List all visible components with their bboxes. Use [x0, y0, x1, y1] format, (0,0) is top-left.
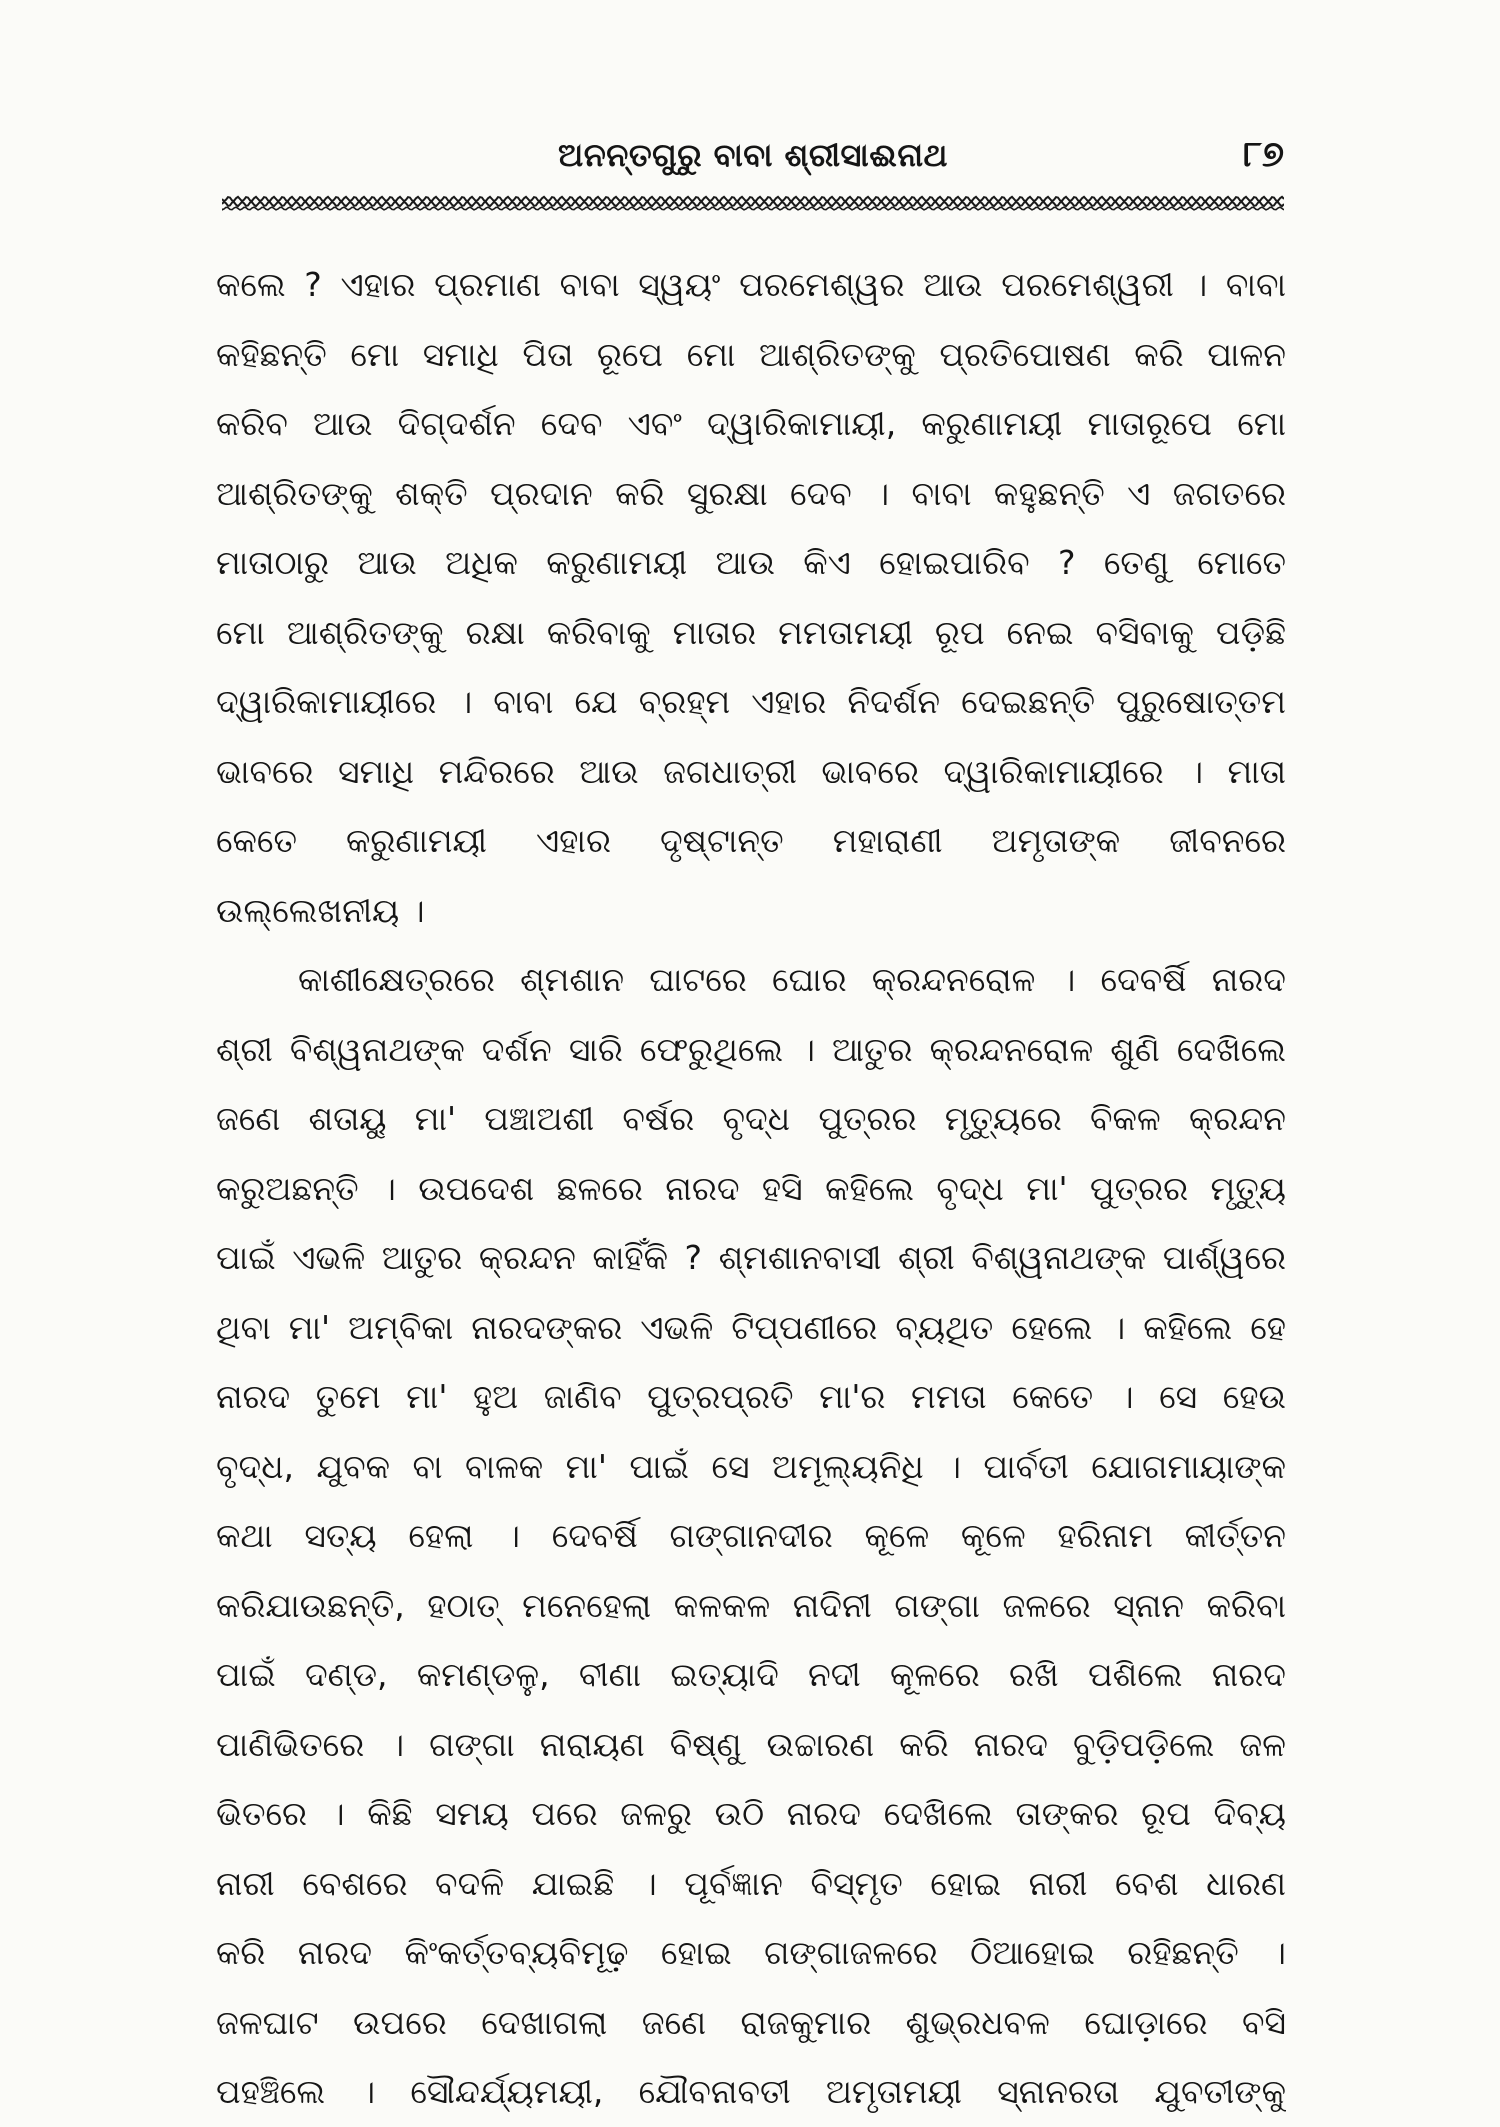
text-line: ନାରୀ ବେଶରେ ବଦଳି ଯାଇଛି । ପୂର୍ବଜ୍ଞାନ ବିସ୍ମୃତ ହୋଇ ନାରୀ ବେଶ ଧାରଣ [216, 1863, 1286, 1903]
text-line: ଜଳଘାଟ ଉପରେ ଦେଖାଗଲା ଜଣେ ରାଜକୁମାର ଶୁଭ୍ରଧବଳ ଘୋଡ଼ାରେ ବସି [216, 2002, 1286, 2042]
text-line: ଆଶ୍ରିତଙ୍କୁ ଶକ୍ତି ପ୍ରଦାନ କରି ସୁରକ୍ଷା ଦେବ । ବାବା କହୁଛନ୍ତି ଏ ଜଗତରେ [216, 473, 1286, 513]
paragraph-2 [216, 945, 1286, 2127]
text-line: ଉଲ୍ଲେଖନୀୟ । [216, 890, 425, 930]
text-line: କହିଛନ୍ତି ମୋ ସମାଧି ପିତା ରୂପେ ମୋ ଆଶ୍ରିତଙ୍କୁ ପ୍ରତିପୋଷଣ କରି ପାଳନ [216, 334, 1286, 374]
decorative-wavy-rule [222, 195, 1284, 211]
running-title: ଅନନ୍ତଗୁରୁ ବାବା ଶ୍ରୀସାଈନାଥ [558, 136, 948, 174]
text-line: ଜଣେ ଶତାୟୁ ମା' ପଞ୍ଚାଅଶୀ ବର୍ଷର ବୃଦ୍ଧ ପୁତ୍ରର ମୃତ୍ୟୁରେ ବିକଳ କ୍ରନ୍ଦନ [216, 1099, 1286, 1138]
text-line: ବୃଦ୍ଧ, ଯୁବକ ବା ବାଳକ ମା' ପାଇଁ ସେ ଅମୂଲ୍ୟନିଧି । ପାର୍ବତୀ ଯୋଗମାୟାଙ୍କ [216, 1446, 1286, 1486]
text-line: କରି ନାରଦ କିଂକର୍ତ୍ତବ୍ୟବିମୂଢ଼ ହୋଇ ଗଙ୍ଗାଜଳରେ ଠିଆହୋଇ ରହିଛନ୍ତି । [216, 1933, 1286, 1972]
text-line: ଶ୍ରୀ ବିଶ୍ୱନାଥଙ୍କ ଦର୍ଶନ ସାରି ଫେରୁଥିଲେ । ଆତୁର କ୍ରନ୍ଦନରୋଳ ଶୁଣି ଦେଖିଲେ [216, 1029, 1286, 1069]
page-number: ୮୭ [1243, 134, 1284, 175]
paragraph-1 [216, 250, 1286, 945]
page-header [222, 128, 1284, 188]
body-text [216, 250, 1286, 2127]
text-line: କେତେ କରୁଣାମୟୀ ଏହାର ଦୃଷ୍ଟାନ୍ତ ମହାରାଣୀ ଅମୃତାଙ୍କ ଜୀବନରେ [216, 821, 1286, 860]
text-line: ଭାବରେ ସମାଧି ମନ୍ଦିରରେ ଆଉ ଜଗଧାତ୍ରୀ ଭାବରେ ଦ୍ୱାରିକାମାୟୀରେ । ମାତା [216, 751, 1286, 791]
text-line: କାଶୀକ୍ଷେତ୍ରରେ ଶ୍ମଶାନ ଘାଟରେ ଘୋର କ୍ରନ୍ଦନରୋଳ । ଦେବର୍ଷି ନାରଦ [298, 960, 1286, 999]
text-line: ପାଇଁ ଦଣ୍ଡ, କମଣ୍ଡଳୁ, ବୀଣା ଇତ୍ୟାଦି ନଦୀ କୂଳରେ ରଖି ପଶିଲେ ନାରଦ [216, 1655, 1286, 1694]
text-line: ପାଣିଭିତରେ । ଗଙ୍ଗା ନାରାୟଣ ବିଷ୍ଣୁ ଉଚ୍ଚାରଣ କରି ନାରଦ ବୁଡ଼ିପଡ଼ିଲେ ଜଳ [216, 1724, 1286, 1764]
text-line: କରିବ ଆଉ ଦିଗ୍‌ଦର୍ଶନ ଦେବ ଏବଂ ଦ୍ୱାରିକାମାୟୀ, କରୁଣାମୟୀ ମାତାରୂପେ ମୋ [216, 404, 1286, 443]
text-line: ମାତାଠାରୁ ଆଉ ଅଧିକ କରୁଣାମୟୀ ଆଉ କିଏ ହୋଇପାରିବ ? ତେଣୁ ମୋତେ [216, 543, 1286, 582]
text-line: ଭିତରେ । କିଛି ସମୟ ପରେ ଜଳରୁ ଉଠି ନାରଦ ଦେଖିଲେ ତାଙ୍କର ରୂପ ଦିବ୍ୟ [216, 1794, 1286, 1833]
text-line: କଲେ ? ଏହାର ପ୍ରମାଣ ବାବା ସ୍ୱୟଂ ପରମେଶ୍ୱର ଆଉ ପରମେଶ୍ୱରୀ । ବାବା [216, 265, 1286, 304]
text-line: ଦ୍ୱାରିକାମାୟୀରେ । ବାବା ଯେ ବ୍ରହ୍ମ ଏହାର ନିଦର୍ଶନ ଦେଇଛନ୍ତି ପୁରୁଷୋତ୍ତମ [216, 682, 1286, 721]
text-line: ପାଇଁ ଏଭଳି ଆତୁର କ୍ରନ୍ଦନ କାହିଁକି ? ଶ୍ମଶାନବାସୀ ଶ୍ରୀ ବିଶ୍ୱନାଥଙ୍କ ପାର୍ଶ୍ୱରେ [216, 1238, 1286, 1277]
text-line: ପହଞ୍ଚିଲେ । ସୌନ୍ଦର୍ଯ୍ୟମୟୀ, ଯୌବନାବତୀ ଅମୃତାମୟୀ ସ୍ନାନରତା ଯୁବତୀଙ୍କୁ [216, 2072, 1286, 2111]
text-line: ଥିବା ମା' ଅମ୍ବିକା ନାରଦଙ୍କର ଏଭଳି ଟିପ୍ପଣୀରେ ବ୍ୟଥିତ ହେଲେ । କହିଲେ ହେ [216, 1307, 1286, 1347]
text-line: ମୋ ଆଶ୍ରିତଙ୍କୁ ରକ୍ଷା କରିବାକୁ ମାତାର ମମତାମୟୀ ରୂପ ନେଇ ବସିବାକୁ ପଡ଼ିଛି [216, 612, 1286, 652]
text-line: ନାରଦ ତୁମେ ମା' ହୁଅ ଜାଣିବ ପୁତ୍ରପ୍ରତି ମା'ର ମମତା କେତେ । ସେ ହେଉ [216, 1377, 1286, 1416]
text-line: କଥା ସତ୍ୟ ହେଲା । ଦେବର୍ଷି ଗଙ୍ଗାନଦୀର କୂଳେ କୂଳେ ହରିନାମ କୀର୍ତ୍ତନ [216, 1516, 1286, 1555]
text-line: କରିଯାଉଛନ୍ତି, ହଠାତ୍ ମନେହେଲା କଳକଳ ନାଦିନୀ ଗଙ୍ଗା ଜଳରେ ସ୍ନାନ କରିବା [216, 1585, 1286, 1625]
text-line: କରୁଅଛନ୍ତି । ଉପଦେଶ ଛଳରେ ନାରଦ ହସି କହିଲେ ବୃଦ୍ଧ ମା' ପୁତ୍ରର ମୃତ୍ୟୁ [216, 1168, 1286, 1208]
